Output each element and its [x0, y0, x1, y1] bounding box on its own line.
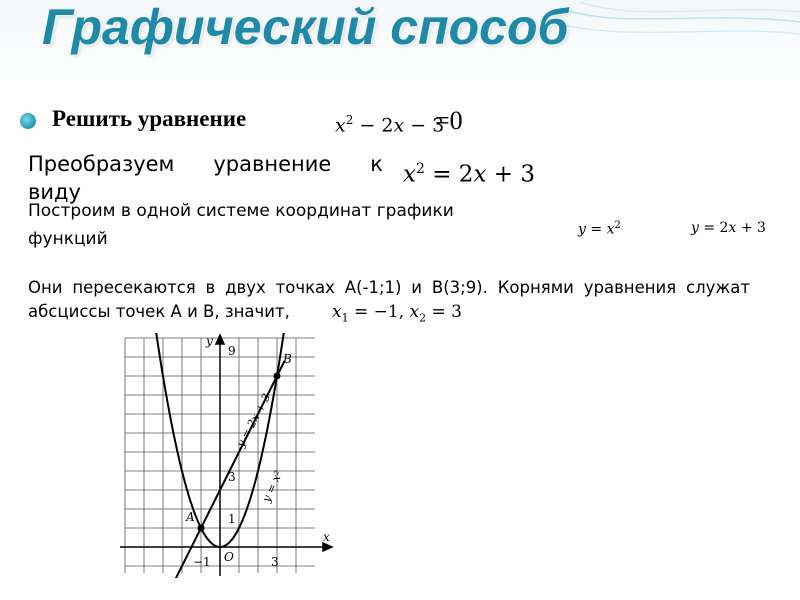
- tick-x-minus1: −1: [193, 555, 211, 569]
- tick-y-1: 1: [228, 512, 236, 526]
- tick-y-3: 3: [228, 470, 236, 484]
- intersection-paragraph: Они пересекаются в двух точках A(-1;1) и B(3;9). Корнями уравнения служат абсциссы точек A и B, значит,: [28, 278, 750, 321]
- tick-x-3: 3: [271, 555, 279, 569]
- line-label: y = 2x + 3: [234, 391, 274, 450]
- bullet-icon: [20, 113, 36, 129]
- equation-transformed: $x^2 = 2x + 3$: [403, 161, 535, 188]
- point-a-label: A: [186, 510, 195, 524]
- build-text-line1: Построим в одной системе координат графики: [28, 201, 454, 221]
- origin-label: O: [224, 550, 234, 564]
- axes: [120, 335, 332, 576]
- function-line: y = 2x + 3: [691, 220, 766, 236]
- point-b: [274, 352, 293, 380]
- transform-text-line1: Преобразуем уравнение к: [28, 152, 383, 176]
- y-axis-label: y: [206, 334, 213, 348]
- transform-text-line2: виду: [28, 180, 81, 204]
- task-label: Решить уравнение: [52, 106, 247, 131]
- roots-formula: $x_1 = -1$, $x_2 = 3$: [332, 302, 462, 325]
- x-axis-label: x: [323, 530, 330, 544]
- decorative-lines: [540, 0, 800, 60]
- parabola-label: y = x²: [259, 468, 286, 505]
- equation-tail: =0: [435, 106, 463, 135]
- tick-y-9: 9: [228, 344, 236, 358]
- build-text-line2: функций: [28, 229, 108, 249]
- equation-quadratic: $x^2 - 2x - 3$: [335, 113, 445, 137]
- point-b-label: B: [283, 352, 292, 366]
- graph: [120, 333, 335, 578]
- page-title: Графический способ: [42, 0, 569, 55]
- function-parabola: $y = x^2$: [578, 220, 621, 238]
